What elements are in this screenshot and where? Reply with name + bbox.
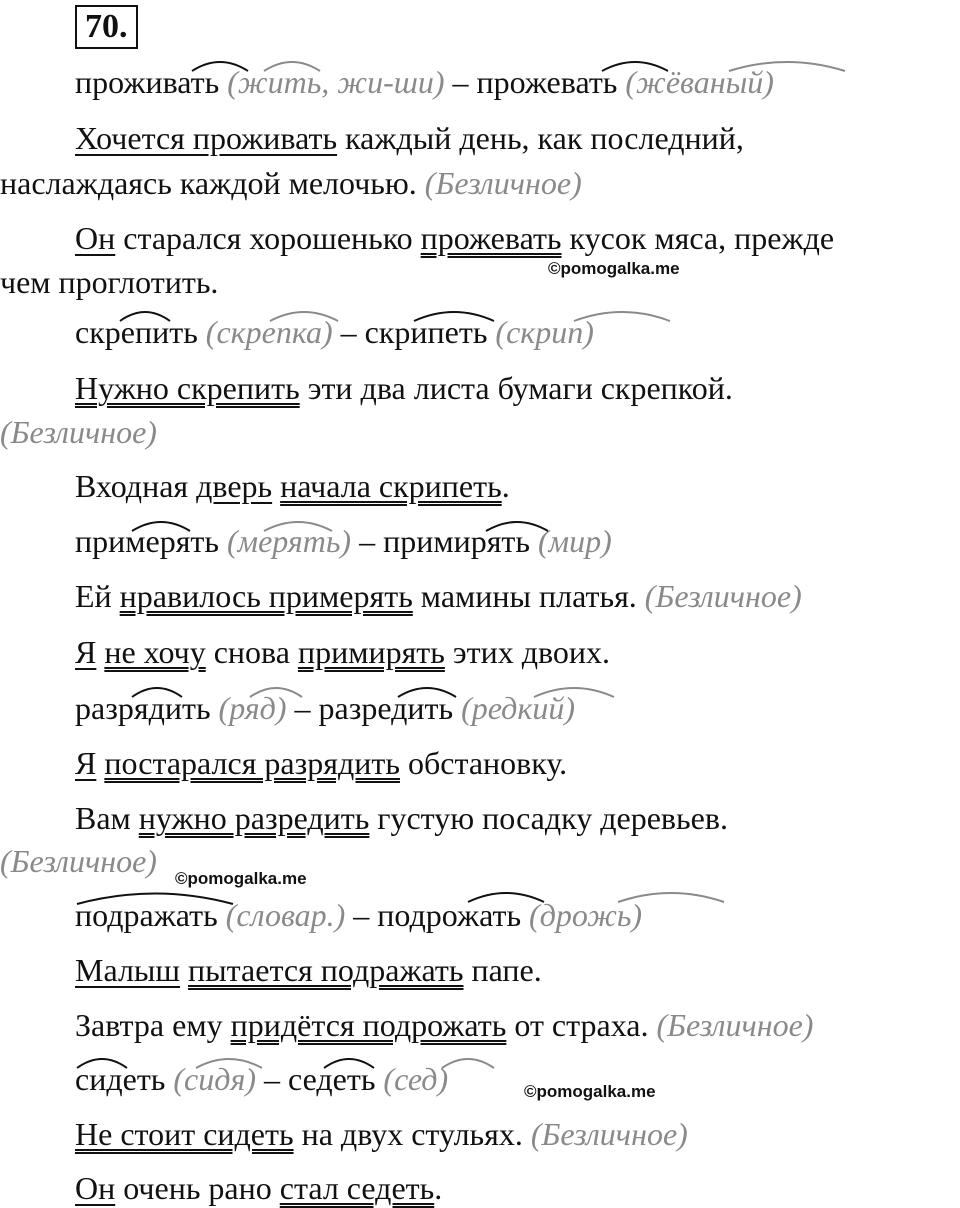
sentence-type-note: (Безличное) <box>0 843 157 879</box>
sentence-text: на двух стульях. <box>301 1116 523 1152</box>
sentence-type-note: (Безличное) <box>530 1116 688 1152</box>
word-pair-line-6 <box>0 1059 960 1099</box>
sentence-text: этих двоих. <box>452 634 610 670</box>
root-check: (жить, жи-ши) <box>227 64 445 100</box>
word-pair-line-4 <box>0 688 960 728</box>
subject: дверь <box>196 468 273 504</box>
sentence-text: чем проглотить. <box>0 264 219 300</box>
sentence-text: от страха. <box>514 1007 649 1043</box>
dash: – <box>263 1061 280 1097</box>
sentence-line <box>0 798 960 838</box>
word-prozhevat: прожевать <box>476 64 618 100</box>
subject: Он <box>75 1170 116 1206</box>
sentence-type-note: (Безличное) <box>656 1007 814 1043</box>
predicate: Не стоит сидеть <box>75 1116 294 1152</box>
predicate: примирять <box>297 634 445 670</box>
root-check: (редкий) <box>461 690 575 726</box>
sentence-text: папе. <box>471 952 542 988</box>
predicate: не хочу <box>104 634 206 670</box>
predicate: начала скрипеть <box>280 468 502 504</box>
sentence-text: мамины платья. <box>420 578 637 614</box>
sentence-text: обстановку. <box>407 745 568 781</box>
root-check: (ряд) <box>218 690 287 726</box>
subject: Малыш <box>75 952 181 988</box>
sentence-line <box>0 218 960 258</box>
word-pair-line-1 <box>0 62 960 102</box>
sentence-text: густую посадку деревьев. <box>377 800 728 836</box>
period: . <box>434 1170 443 1206</box>
predicate: нужно разредить <box>138 800 370 836</box>
sentence-line <box>0 466 960 506</box>
dash: – <box>359 523 376 559</box>
sentence-text: эти два листа бумаги скрепкой. <box>307 370 733 406</box>
root-check: (жёваный) <box>625 64 774 100</box>
sentence-text: очень рано <box>123 1170 272 1206</box>
word-prozhivat: проживать <box>75 64 220 100</box>
root-check: (дрожь) <box>529 897 643 933</box>
word-pair-line-3 <box>0 521 960 561</box>
period: . <box>501 468 510 504</box>
root-check: (сед) <box>383 1061 449 1097</box>
predicate: постарался разрядить <box>104 745 400 781</box>
dash: – <box>340 314 357 350</box>
word-primiryat: примирять <box>383 523 530 559</box>
sentence-line <box>0 368 960 408</box>
sentence-line <box>0 118 960 158</box>
word-podrozhat: подрожать <box>377 897 522 933</box>
sentence-line <box>0 841 960 881</box>
watermark: ©pomogalka.me <box>524 1082 656 1101</box>
root-check: (мерять) <box>227 523 352 559</box>
word-pair-line-5 <box>0 895 960 935</box>
sentence-line <box>0 632 960 672</box>
sentence-text: Входная <box>75 468 189 504</box>
word-primeryat: примерять <box>75 523 219 559</box>
sentence-line <box>0 262 960 302</box>
subject: Он <box>75 220 116 256</box>
root-check: (скрип) <box>495 314 594 350</box>
predicate: Нужно скрепить <box>75 370 300 406</box>
sentence-line <box>0 1168 960 1208</box>
sentence-line <box>0 950 960 990</box>
sentence-line <box>0 1005 960 1045</box>
sentence-type-note: (Безличное) <box>0 414 157 450</box>
predicate: пытается подражать <box>188 952 464 988</box>
predicate: придётся подрожать <box>230 1007 507 1043</box>
word-pair-line-2 <box>0 312 960 352</box>
dash: – <box>294 690 311 726</box>
sentence-line <box>0 576 960 616</box>
sentence-type-note: (Безличное) <box>644 578 802 614</box>
word-razryadit: разрядить <box>75 690 211 726</box>
subject: Я <box>75 634 97 670</box>
sentence-text: кусок мяса, прежде <box>569 220 835 256</box>
word-razredit: разредить <box>318 690 454 726</box>
sentence-text: Завтра ему <box>75 1007 223 1043</box>
subject: Я <box>75 745 97 781</box>
word-skrepit: скрепить <box>75 314 198 350</box>
root-check: (скрепка) <box>205 314 333 350</box>
predicate: прожевать <box>420 220 562 256</box>
root-check: (мир) <box>537 523 612 559</box>
watermark: ©pomogalka.me <box>548 259 680 278</box>
predicate: нравилось примерять <box>119 578 413 614</box>
watermark: ©pomogalka.me <box>175 869 307 888</box>
sentence-text: Вам <box>75 800 131 836</box>
exercise-number: 70. <box>75 5 138 49</box>
predicate: стал седеть <box>279 1170 435 1206</box>
sentence-text: наслаждаясь каждой мелочью. <box>0 165 417 201</box>
word-sedet: седеть <box>287 1061 376 1097</box>
sentence-text: старался хорошенько <box>123 220 413 256</box>
root-check: (сидя) <box>173 1061 256 1097</box>
sentence-line <box>0 412 960 452</box>
root-check: (словар.) <box>225 897 346 933</box>
sentence-text: каждый день, как последний, <box>345 120 744 156</box>
dash: – <box>353 897 370 933</box>
word-sidet: сидеть <box>75 1061 166 1097</box>
sentence-text: Ей <box>75 578 112 614</box>
word-podrazhat: подражать <box>75 897 218 933</box>
sentence-line <box>0 743 960 783</box>
sentence-line <box>0 163 960 203</box>
sentence-text: снова <box>213 634 290 670</box>
sentence-type-note: (Безличное) <box>424 165 582 201</box>
dash: – <box>452 64 469 100</box>
sentence-line <box>0 1114 960 1154</box>
subject: Хочется проживать <box>75 120 338 156</box>
word-skripet: скрипеть <box>364 314 488 350</box>
